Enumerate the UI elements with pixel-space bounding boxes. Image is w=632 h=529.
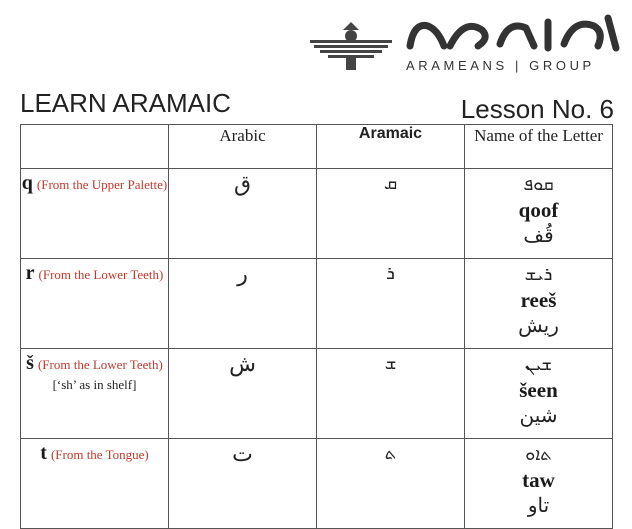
arabic-letter: ش — [169, 349, 317, 439]
letter-name-cell — [465, 439, 613, 529]
table-row — [21, 169, 613, 259]
letter-name-arabic: شين — [519, 405, 558, 427]
brand-name: ARAMEANS | GROUP — [406, 58, 595, 73]
logo — [308, 8, 628, 80]
letter-name-latin: qoof — [518, 198, 559, 222]
letter-name-latin: šeen — [519, 378, 558, 402]
latin-letter: t — [40, 442, 47, 464]
header-arabic: Arabic — [169, 125, 317, 169]
winged-sun-emblem-icon — [308, 22, 394, 72]
arabic-letter: ر — [169, 259, 317, 349]
aramaic-letter: ܩ — [317, 169, 465, 259]
table-row — [21, 259, 613, 349]
aramaic-letter: ܪ — [317, 259, 465, 349]
aramaic-letter: ܬ — [317, 439, 465, 529]
english-hint: [‘sh’ as in shelf] — [52, 377, 137, 392]
pronunciation-note: (From the Lower Teeth) — [37, 357, 163, 372]
letter-name-cell — [465, 169, 613, 259]
table-row — [21, 349, 613, 439]
letter-name-syriac: ܪܝܫ — [524, 264, 553, 284]
pronunciation-note: (From the Tongue) — [50, 447, 149, 462]
letter-name-syriac: ܬܐܘ — [525, 444, 552, 464]
pronunciation-note: (From the Upper Palette) — [36, 177, 168, 192]
lesson-number: Lesson No. 6 — [460, 94, 614, 124]
letter-name-syriac: ܩܘܦ — [523, 174, 554, 194]
letter-name-latin: reeš — [520, 288, 557, 312]
letter-name-arabic: قُف — [523, 225, 554, 247]
latin-letter: r — [25, 262, 35, 284]
latin-cell — [21, 259, 169, 349]
pronunciation-note: (From the Lower Teeth) — [38, 267, 164, 282]
arabic-letter: ت — [169, 439, 317, 529]
header-aramaic: Aramaic — [317, 125, 465, 169]
aramaic-wordmark-icon — [404, 8, 624, 58]
table-row — [21, 439, 613, 529]
latin-cell — [21, 169, 169, 259]
latin-cell — [21, 349, 169, 439]
letter-name-cell — [465, 349, 613, 439]
aramaic-letter: ܫ — [317, 349, 465, 439]
letter-name-cell — [465, 259, 613, 349]
latin-cell — [21, 439, 169, 529]
page-title: LEARN ARAMAIC — [20, 88, 231, 118]
letters-table — [20, 124, 613, 529]
latin-letter: š — [26, 352, 34, 374]
letter-name-latin: taw — [522, 468, 555, 492]
arabic-letter: ق — [169, 169, 317, 259]
header-letter-name: Name of the Letter — [465, 125, 613, 169]
header-empty — [21, 125, 169, 169]
table-header-row — [21, 125, 613, 169]
letter-name-syriac: ܫܝܢ — [524, 354, 553, 374]
latin-letter: q — [21, 172, 33, 194]
letter-name-arabic: ريش — [518, 315, 559, 337]
letter-name-arabic: تاو — [527, 495, 550, 517]
